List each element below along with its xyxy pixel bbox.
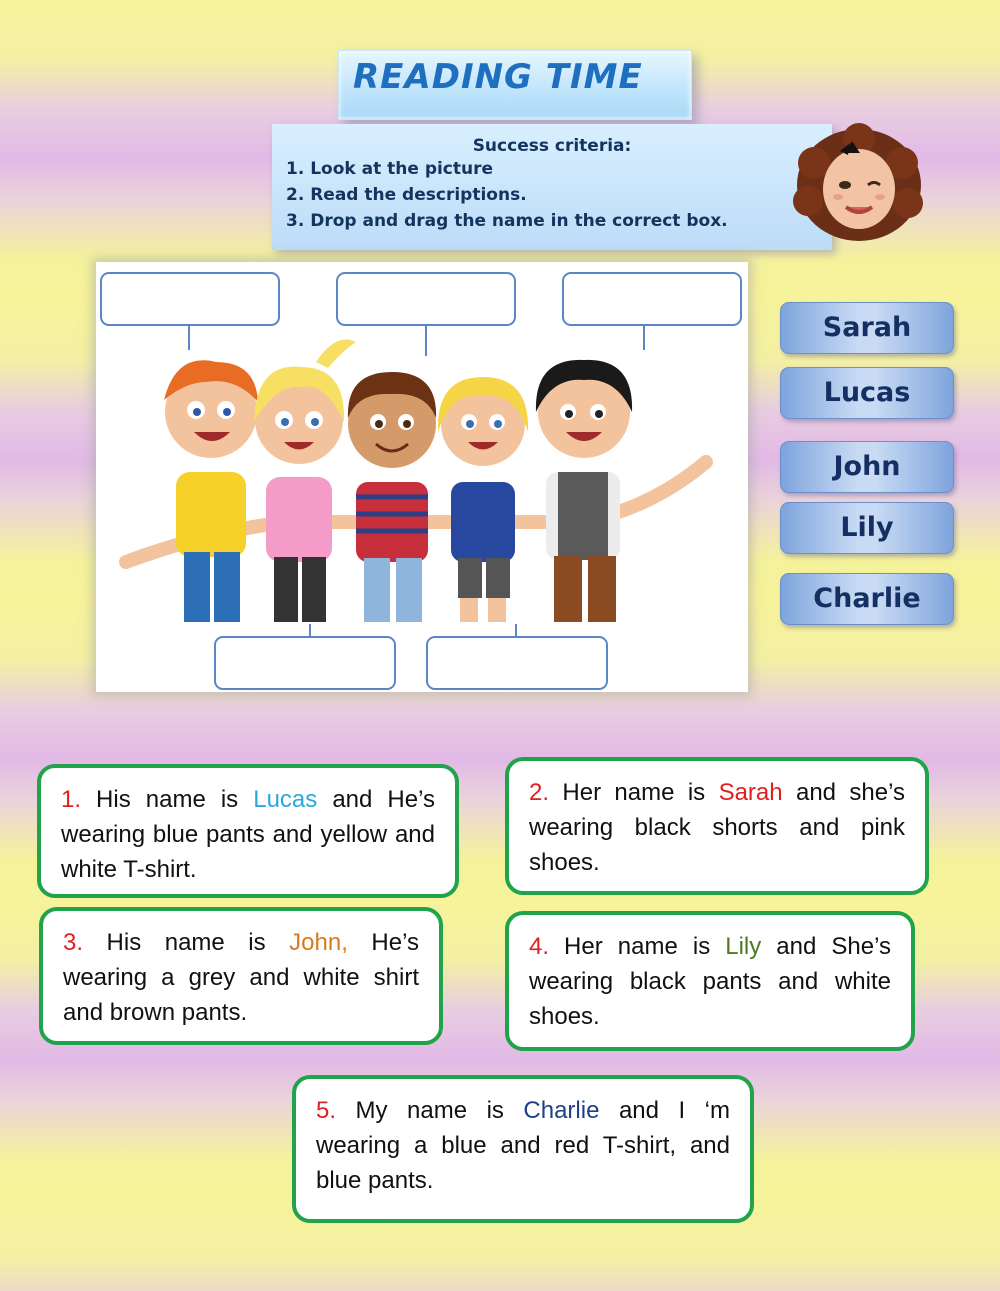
description-name: Lucas: [253, 786, 318, 813]
criteria-line-2: 2. Read the descriptions.: [286, 185, 527, 205]
name-chip-sarah[interactable]: Sarah: [780, 302, 954, 354]
success-criteria-box: [272, 124, 832, 250]
description-text: and He’s wearing blue pants and yellow and white T-shirt.: [61, 786, 435, 883]
description-text: and I ‘m wearing a blue and red T-shirt, and blue pants.: [316, 1097, 730, 1194]
name-chip-john[interactable]: John: [780, 441, 954, 493]
description-card-1: [37, 764, 459, 898]
drop-slot-4[interactable]: [214, 636, 396, 690]
description-name: Lily: [725, 933, 762, 960]
description-text: His name is: [81, 786, 254, 813]
drop-slot-1[interactable]: [100, 272, 280, 326]
drop-slot-2[interactable]: [336, 272, 516, 326]
description-name: John,: [289, 929, 348, 956]
description-text: My name is: [336, 1097, 524, 1124]
description-number: 3.: [63, 929, 84, 956]
child-sarah-figure: [254, 340, 356, 623]
description-text: His name is: [83, 929, 290, 956]
criteria-heading: Success criteria:: [472, 136, 632, 156]
description-card-3: [39, 907, 443, 1045]
child-lily-figure: [438, 377, 528, 622]
description-number: 5.: [316, 1097, 337, 1124]
teacher-avatar: [790, 123, 928, 243]
name-chip-charlie[interactable]: Charlie: [780, 573, 954, 625]
description-card-4: [505, 911, 915, 1051]
slot-connector: [515, 624, 517, 636]
description-name: Charlie: [523, 1097, 600, 1124]
criteria-line-3: 3. Drop and drag the name in the correct box.: [286, 211, 728, 231]
drop-slot-3[interactable]: [562, 272, 742, 326]
children-illustration: [106, 322, 736, 622]
child-middle-figure: [348, 372, 436, 622]
description-text: Her name is: [549, 779, 719, 806]
description-name: Sarah: [718, 779, 783, 806]
description-card-2: [505, 757, 929, 895]
description-text: Her name is: [549, 933, 726, 960]
name-chip-lucas[interactable]: Lucas: [780, 367, 954, 419]
child-lucas-figure: [164, 360, 258, 622]
description-text: and she’s wearing black shorts and pink shoes.: [529, 779, 905, 876]
drop-slot-5[interactable]: [426, 636, 608, 690]
description-text: and She’s wearing black pants and white shoes.: [529, 933, 892, 1030]
title-banner: [338, 50, 692, 120]
name-chip-lily[interactable]: Lily: [780, 502, 954, 554]
description-number: 1.: [61, 786, 82, 813]
page-title: READING TIME: [353, 57, 643, 97]
description-card-5: [292, 1075, 754, 1223]
description-text: He’s wearing a grey and white shirt and brown pants.: [63, 929, 419, 1026]
description-number: 4.: [529, 933, 550, 960]
slot-connector: [309, 624, 311, 636]
children-picture: [96, 262, 748, 692]
child-john-figure: [536, 360, 632, 622]
criteria-line-1: 1. Look at the picture: [286, 159, 494, 179]
description-number: 2.: [529, 779, 550, 806]
